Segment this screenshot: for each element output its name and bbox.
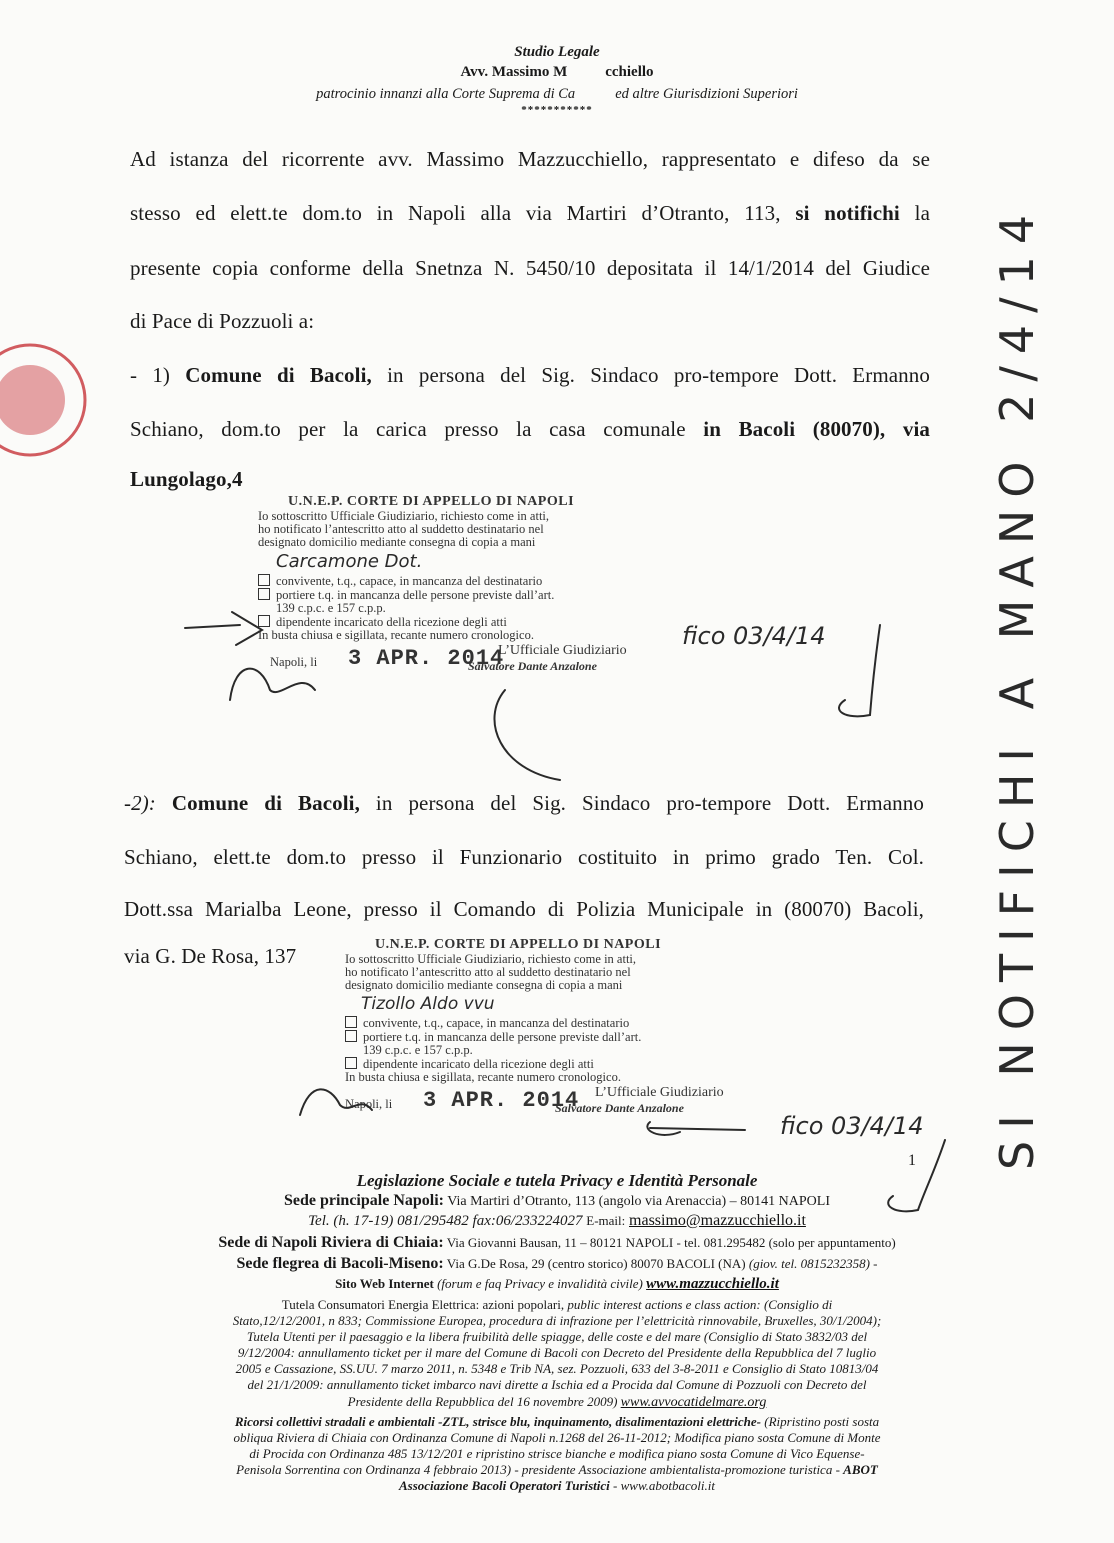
sede3-text: Via G.De Rosa, 29 (centro storico) 80070 BACOLI (NA) xyxy=(446,1256,746,1271)
sede2-text: Via Giovanni Bausan, 11 – 80121 NAPOLI - tel. 081.295482 (solo per appuntamento) xyxy=(446,1235,896,1250)
t1b: public interest actions e class action: (Consiglio di xyxy=(567,1297,833,1312)
web-label: Sito Web Internet xyxy=(335,1276,434,1291)
item1-text2b: in Bacoli (80070), via xyxy=(703,417,930,441)
si-notifichi: si notifichi xyxy=(795,201,900,225)
r4b: ABOT xyxy=(843,1462,878,1477)
footer-tutela-5: 2005 e Cassazione, SS.UU. 7 marzo 2011, n. 5348 e Trib NA, sez. Pozzuoli, 633 del 3-8-2011 e Consiglio di Stato 10813/04 xyxy=(235,1361,879,1376)
handwritten-date-1: fico 03/4/14 xyxy=(682,622,826,650)
footer-sede3 xyxy=(0,1255,1114,1273)
footer-tutela-1 xyxy=(0,1296,1114,1313)
stamp1-title: U.N.E.P. CORTE DI APPELLO DI NAPOLI xyxy=(288,494,575,509)
stamp1-officer: Salvatore Dante Anzalone xyxy=(468,659,597,673)
item1-text2a: Schiano, dom.to per la carica presso la casa comunale xyxy=(130,417,686,441)
t7: Presidente della Repubblica del 16 novembre 2009) xyxy=(347,1394,618,1409)
sede1-label: Sede principale Napoli: xyxy=(283,1192,444,1209)
signature-stroke xyxy=(185,612,262,645)
r5a: Associazione Bacoli Operatori Turistici xyxy=(399,1478,610,1493)
stamp2-c5: In busta chiusa e sigillata, recante numero cronologico. xyxy=(345,1070,621,1084)
lawyer-name-b: cchiello xyxy=(605,64,654,80)
r5b: - www.abotbacoli.it xyxy=(613,1478,715,1493)
body-line-2a: stesso ed elett.te dom.to in Napoli alla via Martiri d’Otranto, 113, xyxy=(130,201,781,225)
signature-stroke xyxy=(494,690,560,780)
footer-tel xyxy=(0,1212,1114,1230)
item2-line-3: Dott.ssa Marialba Leone, presso il Comando di Polizia Municipale in (80070) Bacoli, xyxy=(124,897,924,921)
header-stars: *********** xyxy=(521,104,593,116)
web-note: (forum e faq Privacy e invalidità civile) xyxy=(437,1276,643,1291)
item1-name: Comune di Bacoli, xyxy=(185,363,372,387)
stamp2-c1: convivente, t.q., capace, in mancanza del destinatario xyxy=(363,1016,630,1030)
footer-tel1: Tel. (h. 17-19) 081/295482 fax:06/233224027 xyxy=(308,1213,583,1229)
t1a: Tutela Consumatori Energia Elettrica: azioni popolari, xyxy=(281,1297,565,1312)
signature-stroke xyxy=(839,625,880,716)
stamp1-c2: portiere t.q. in mancanza delle persone previste dall’art. xyxy=(276,588,555,602)
sede3-label: Sede flegrea di Bacoli-Miseno: xyxy=(236,1255,444,1272)
stamp2-date: 3 APR. 2014 xyxy=(423,1088,580,1113)
footer-tutela-3: Tutela Utenti per il paesaggio e la libera fruibilità delle spiagge, delle coste e del mare (Consiglio di Stato 3832/03 del xyxy=(246,1329,868,1344)
item2-name: Comune di Bacoli, xyxy=(171,791,360,815)
stamp2-c4: dipendente incaricato della ricezione degli atti xyxy=(363,1057,594,1071)
handwritten-date-2: fico 03/4/14 xyxy=(780,1112,924,1140)
item2-line-2: Schiano, elett.te dom.to presso il Funzionario costituito in primo grado Ten. Col. xyxy=(124,845,924,869)
footer-tutela-6: del 21/1/2009: annullamento ticket imbarco navi dirette a Ischia ed a Procida dal Comune di Pozzuoli con Decreto del xyxy=(247,1377,867,1392)
r4a: Penisola Sorrentina con Ordinanza 4 febbraio 2013) - presidente Associazione ambientalista-promozione turistica - xyxy=(236,1462,840,1477)
footer-ricorsi-4 xyxy=(0,1461,1114,1478)
footer-sede2 xyxy=(0,1234,1114,1252)
body-line-1: Ad istanza del ricorrente avv. Massimo Mazzucchiello, rappresentato e difeso da se xyxy=(130,147,930,171)
patrocinio-a: patrocinio innanzi alla Corte Suprema di Ca xyxy=(316,86,576,102)
signature-stroke xyxy=(230,669,315,700)
footer-web xyxy=(0,1276,1114,1293)
stamp2-place: Napoli, li xyxy=(345,1097,393,1111)
red-seal-icon xyxy=(0,330,90,470)
stamp1-c4: dipendente incaricato della ricezione degli atti xyxy=(276,615,507,629)
signature-stroke xyxy=(647,1122,745,1135)
stamp2-office: L’Ufficiale Giudiziario xyxy=(595,1085,724,1100)
item2-text1: in persona del Sig. Sindaco pro-tempore Dott. Ermanno xyxy=(375,791,924,815)
sede3-tel: (giov. tel. 0815232358) - xyxy=(748,1256,878,1271)
email-link[interactable]: massimo@mazzucchiello.it xyxy=(629,1212,806,1229)
stamp1-handwritten-name: Carcamone Dot. xyxy=(276,551,423,572)
footer-ricorsi-2: obliqua Riviera di Chiaia con Ordinanza Comune di Napoli n.1268 del 26-11-2012; Modifica piano sosta Comune di Monte xyxy=(233,1430,881,1445)
r1a: Ricorsi collettivi stradali e ambientali -ZTL, strisce blu, inquinamento, disalimentazioni elettriche- xyxy=(234,1414,762,1429)
stamp2-l3: designato domicilio mediante consegna di copia a mani xyxy=(345,978,623,992)
footer-ricorsi-3: di Procida con Ordinanza 485 13/12/201 e ripristino strisce bianche e modifica piano sosta Comune di Vico Equense- xyxy=(249,1446,865,1461)
item2-num: -2): xyxy=(124,791,156,815)
stamp1-l1: Io sottoscritto Ufficiale Giudiziario, richiesto come in atti, xyxy=(258,509,550,523)
stamp1-c3: 139 c.p.c. e 157 c.p.p. xyxy=(276,601,386,615)
lawyer-name-a: Avv. Massimo M xyxy=(460,64,568,80)
email-label: E-mail: xyxy=(586,1213,626,1228)
stamp2-c2: portiere t.q. in mancanza delle persone previste dall’art. xyxy=(363,1030,642,1044)
footer-sede1 xyxy=(0,1192,1114,1210)
patrocinio-b: ed altre Giurisdizioni Superiori xyxy=(615,86,798,102)
sede1-text: Via Martiri d’Otranto, 113 (angolo via Arenaccia) – 80141 NAPOLI xyxy=(447,1194,831,1209)
footer-tutela-2: Stato,12/12/2001, n 833; Commissione Europea, procedura di infrazione per l’elettricità rinnovabile, Bruxelles, 30/1/2004); xyxy=(232,1313,882,1328)
stamp2-l2: ho notificato l’antescritto atto al suddetto destinatario nel xyxy=(345,965,631,979)
item1-line-3: Lungolago,4 xyxy=(130,467,243,491)
footer-tutela-4: 9/12/2004: annullamento ticket per il mare del Comune di Bacoli con Decreto del Presidente della Repubblica del 7 luglio xyxy=(237,1345,877,1360)
margin-note: SI NOTIFICHI A MANO 2/4/14 xyxy=(990,202,1044,1170)
signature-stroke xyxy=(300,1089,372,1115)
page-number: 1 xyxy=(908,1152,916,1169)
stamp1-c1: convivente, t.q., capace, in mancanza del destinatario xyxy=(276,574,543,588)
sede2-label: Sede di Napoli Riviera di Chiaia: xyxy=(218,1234,444,1251)
body-line-4: di Pace di Pozzuoli a: xyxy=(130,309,315,333)
web-link[interactable]: www.mazzucchiello.it xyxy=(646,1276,779,1292)
footer-ricorsi-1 xyxy=(0,1413,1114,1430)
stamp1-l2: ho notificato l’antescritto atto al suddetto destinatario nel xyxy=(258,522,544,536)
stamp1-l3: designato domicilio mediante consegna di copia a mani xyxy=(258,535,536,549)
body-line-3: presente copia conforme della Snetnza N. 5450/10 depositata il 14/1/2014 del Giudice xyxy=(130,256,930,280)
item1-num: - 1) xyxy=(130,363,171,387)
stamp2-c3: 139 c.p.c. e 157 c.p.p. xyxy=(363,1043,473,1057)
stamp1-c5: In busta chiusa e sigillata, recante numero cronologico. xyxy=(258,628,534,642)
item2-line-4: via G. De Rosa, 137 xyxy=(124,944,297,968)
stamp2-title: U.N.E.P. CORTE DI APPELLO DI NAPOLI xyxy=(375,937,662,952)
stamp1-place: Napoli, li xyxy=(270,655,318,669)
stamp1-office: L’Ufficiale Giudiziario xyxy=(498,643,627,658)
footer-tutela-7 xyxy=(0,1393,1114,1411)
avvocatidelmare-link[interactable]: www.avvocatidelmare.org xyxy=(620,1395,767,1410)
stamp2-handwritten-name: Tizollo Aldo vvu xyxy=(361,994,495,1014)
item1-text1: in persona del Sig. Sindaco pro-tempore Dott. Ermanno xyxy=(387,363,930,387)
r1b: (Ripristino posti sosta xyxy=(764,1414,880,1429)
footer-title: Legislazione Sociale e tutela Privacy e Identità Personale xyxy=(356,1171,758,1190)
studio-heading: Studio Legale xyxy=(514,44,600,60)
body-line-2c: la xyxy=(914,201,930,225)
footer-ricorsi-5 xyxy=(0,1477,1114,1494)
stamp2-l1: Io sottoscritto Ufficiale Giudiziario, richiesto come in atti, xyxy=(345,952,637,966)
stamp2-officer: Salvatore Dante Anzalone xyxy=(555,1101,684,1115)
stamp1-date: 3 APR. 2014 xyxy=(348,646,505,671)
